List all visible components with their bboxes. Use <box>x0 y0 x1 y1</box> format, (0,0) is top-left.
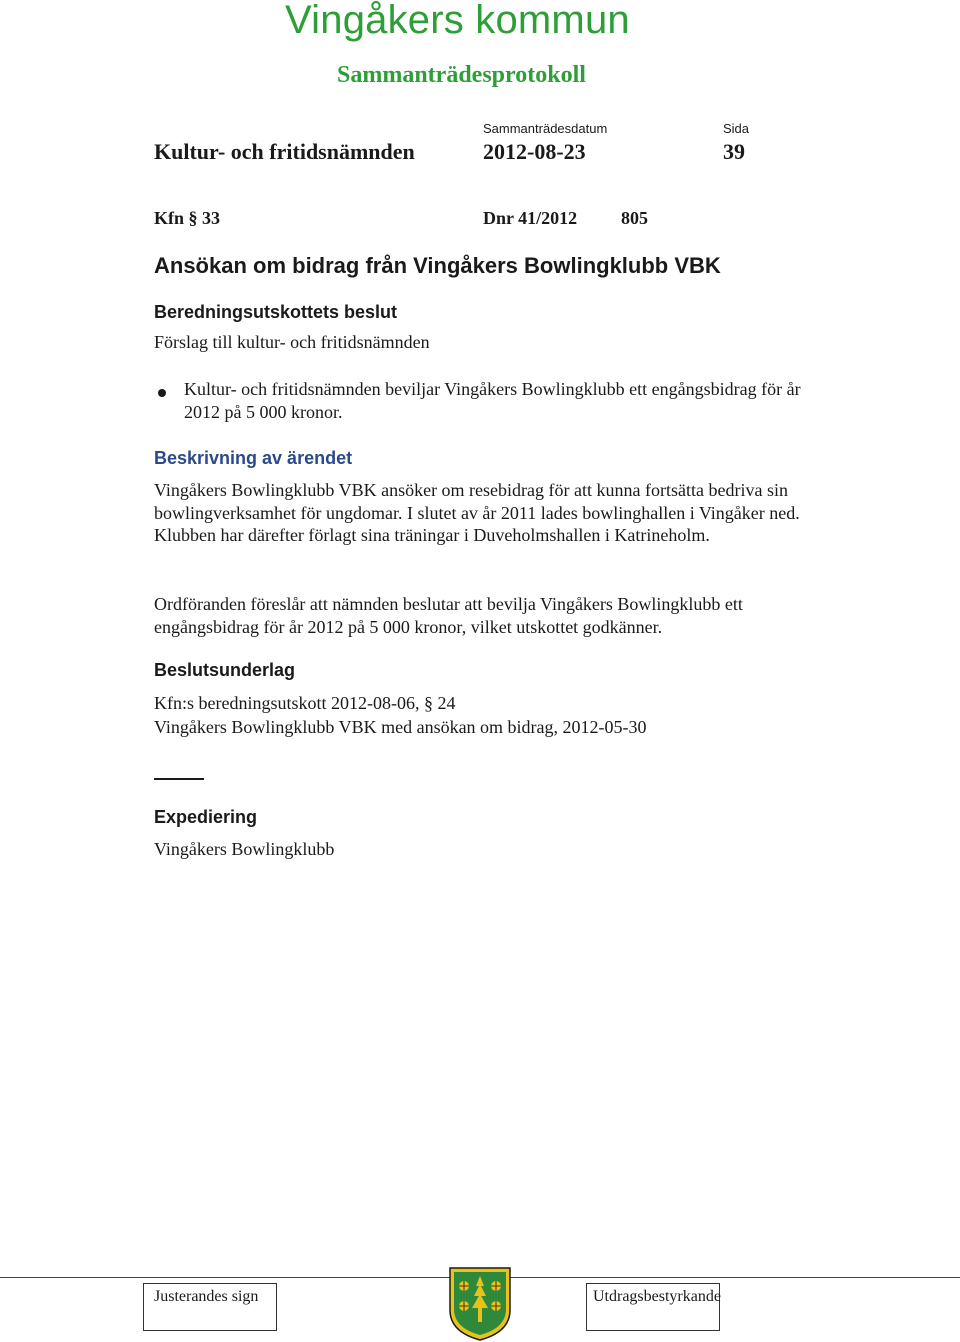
basis-heading: Beslutsunderlag <box>154 660 296 680</box>
proposal-heading: Beredningsutskottets beslut <box>154 302 398 322</box>
page-title: Ansökan om bidrag från Vingåkers Bowlingklubb VBK <box>154 253 721 278</box>
basis-item-1: Kfn:s beredningsutskott 2012-08-06, § 24 <box>154 693 456 713</box>
utdragsbestyrkande-label: Utdragsbestyrkande <box>593 1288 721 1305</box>
distribution-recipient: Vingåkers Bowlingklubb <box>154 839 335 859</box>
description-heading: Beskrivning av ärendet <box>154 448 353 468</box>
justerandes-sign-label: Justerandes sign <box>154 1288 259 1305</box>
proposal-bullet: Kultur- och fritidsnämnden beviljar Vingåkers Bowlingklubb ett engångsbidrag för år 2012 på 5 000 kronor. <box>184 379 801 422</box>
page-label: Sida <box>723 121 750 136</box>
paragraph-ref: Kfn § 33 <box>154 208 221 228</box>
dnr-ref: Dnr 41/2012 <box>483 208 578 228</box>
meeting-date: 2012-08-23 <box>483 139 586 164</box>
committee-name: Kultur- och fritidsnämnden <box>154 139 415 164</box>
archive-code: 805 <box>621 208 648 228</box>
separator-dash <box>154 778 204 780</box>
basis-item-2: Vingåkers Bowlingklubb VBK med ansökan om bidrag, 2012-05-30 <box>154 717 647 737</box>
date-label: Sammanträdesdatum <box>483 121 608 136</box>
proposal-intro: Förslag till kultur- och fritidsnämnden <box>154 332 430 352</box>
municipal-crest-icon <box>448 1266 512 1342</box>
page-number: 39 <box>723 139 745 164</box>
bullet-icon <box>158 389 166 397</box>
organization-name: Vingåkers kommun <box>285 0 630 42</box>
distribution-heading: Expediering <box>154 807 258 827</box>
description-paragraph-1: Vingåkers Bowlingklubb VBK ansöker om resebidrag för att kunna fortsätta bedriva sin bowlingverksamhet för ungdomar. I slutet av år 2011 lades bowlinghallen i Vingåker ned. Klubben har därefter förlagt sina träningar i Duveholmshallen i Katrineholm. <box>154 480 800 546</box>
description-paragraph-2: Ordföranden föreslår att nämnden beslutar att bevilja Vingåkers Bowlingklubb ett engångsbidrag för år 2012 på 5 000 kronor, vilket utskottet godkänner. <box>154 594 743 637</box>
document-type: Sammanträdesprotokoll <box>337 62 586 88</box>
